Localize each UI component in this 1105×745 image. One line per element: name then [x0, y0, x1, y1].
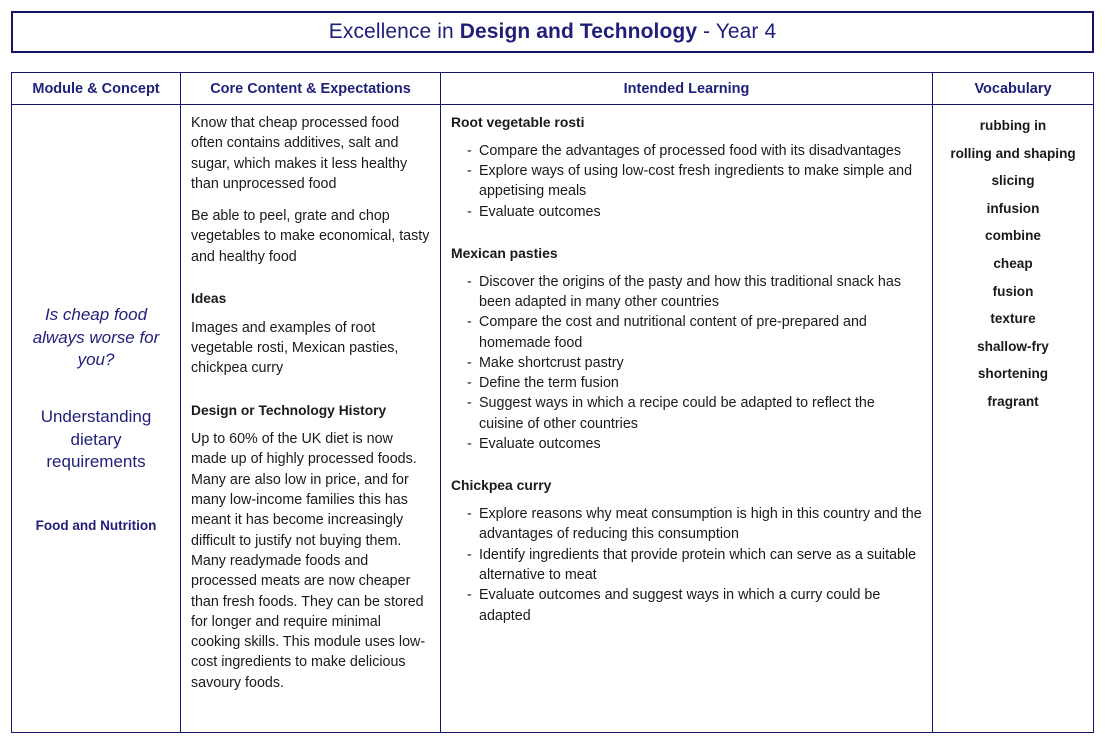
column-header-vocabulary: Vocabulary — [974, 80, 1052, 97]
module-concept: Understanding dietary requirements — [40, 407, 152, 472]
core-history-heading: Design or Technology History — [191, 402, 387, 418]
learning-group-pasties — [451, 244, 922, 454]
vocabulary-item: cheap — [993, 255, 1033, 271]
learning-objective-list — [451, 504, 922, 626]
module-subject: Food and Nutrition — [35, 517, 157, 533]
vocabulary-item: shortening — [977, 366, 1049, 382]
cell-module-concept — [12, 105, 181, 732]
learning-objective: - Compare the cost and nutritional content of pre-prepared and homemade food — [467, 312, 922, 353]
learning-objective: - Define the term fusion — [467, 373, 922, 393]
learning-objective-list — [451, 141, 922, 222]
vocabulary-item: shallow-fry — [977, 338, 1049, 354]
page-title — [329, 20, 777, 44]
cell-core-content — [181, 105, 441, 732]
column-header-module-concept: Module & Concept — [12, 73, 181, 104]
core-ideas-text: Images and examples of root vegetable rosti, Mexican pasties, chickpea curry — [191, 319, 399, 377]
learning-objective: - Compare the advantages of processed food with its disadvantages — [467, 141, 922, 161]
learning-group-heading: Mexican pasties — [451, 244, 558, 261]
learning-group-rosti — [451, 113, 922, 222]
learning-group-heading: Chickpea curry — [451, 477, 552, 494]
learning-objective: - Identify ingredients that provide protein which can serve as a suitable alternative to meat — [467, 545, 922, 586]
spacer — [191, 267, 432, 289]
page-title-banner — [11, 11, 1094, 53]
learning-group-curry — [451, 476, 922, 626]
vocabulary-item: slicing — [991, 173, 1035, 189]
learning-objective: - Make shortcrust pastry — [467, 353, 922, 373]
learning-objective: - Suggest ways in which a recipe could be adapted to reflect the cuisine of other countries — [467, 393, 922, 434]
learning-objective: - Discover the origins of the pasty and how this traditional snack has been adapted in many other countries — [467, 272, 922, 313]
column-header-core-content: Core Content & Expectations — [181, 73, 441, 104]
vocabulary-item: rolling and shaping — [950, 145, 1076, 161]
page-title-suffix: - Year 4 — [697, 20, 777, 43]
core-paragraph: Know that cheap processed food often contains additives, salt and sugar, which makes it less healthy than unprocessed food — [191, 115, 408, 192]
page-title-prefix: Excellence in — [328, 20, 460, 43]
vocabulary-item: rubbing in — [979, 118, 1047, 133]
vocabulary-item: texture — [990, 311, 1036, 327]
curriculum-table — [11, 72, 1094, 733]
spacer — [191, 379, 432, 401]
core-ideas-heading: Ideas — [191, 291, 227, 307]
learning-objective: - Explore reasons why meat consumption is high in this country and the advantages of reducing this consumption — [467, 504, 922, 545]
vocabulary-item: infusion — [986, 200, 1040, 216]
learning-objective-list — [451, 272, 922, 455]
table-header-row — [12, 73, 1093, 105]
core-paragraph: Be able to peel, grate and chop vegetables to make economical, tasty and healthy food — [191, 208, 430, 265]
page-title-subject: Design and Technology — [459, 20, 698, 43]
learning-objective: - Explore ways of using low-cost fresh ingredients to make simple and appetising meals — [467, 161, 922, 202]
cell-intended-learning — [441, 105, 933, 732]
module-question: Is cheap food always worse for you? — [32, 305, 160, 370]
vocabulary-item: combine — [985, 228, 1041, 244]
cell-vocabulary — [933, 105, 1093, 732]
column-header-intended-learning: Intended Learning — [441, 73, 933, 104]
learning-objective: - Evaluate outcomes — [467, 434, 922, 454]
vocabulary-item: fragrant — [987, 393, 1039, 409]
core-history-text: Up to 60% of the UK diet is now made up of highly processed foods. Many are also low in price, and for many low-income families this has meant it has become increasingly difficult to justify not buying them. Many readymade foods and processed meats are now cheaper than fresh foods. They can be stored for longer and require minimal cooking skills. This module uses low-cost ingredients to make delicious savoury foods. — [191, 431, 426, 691]
table-body-row — [12, 105, 1093, 732]
learning-group-heading: Root vegetable rosti — [451, 114, 585, 130]
learning-objective: - Evaluate outcomes — [467, 202, 922, 222]
learning-objective: - Evaluate outcomes and suggest ways in which a curry could be adapted — [467, 585, 922, 626]
vocabulary-item: fusion — [992, 283, 1034, 299]
